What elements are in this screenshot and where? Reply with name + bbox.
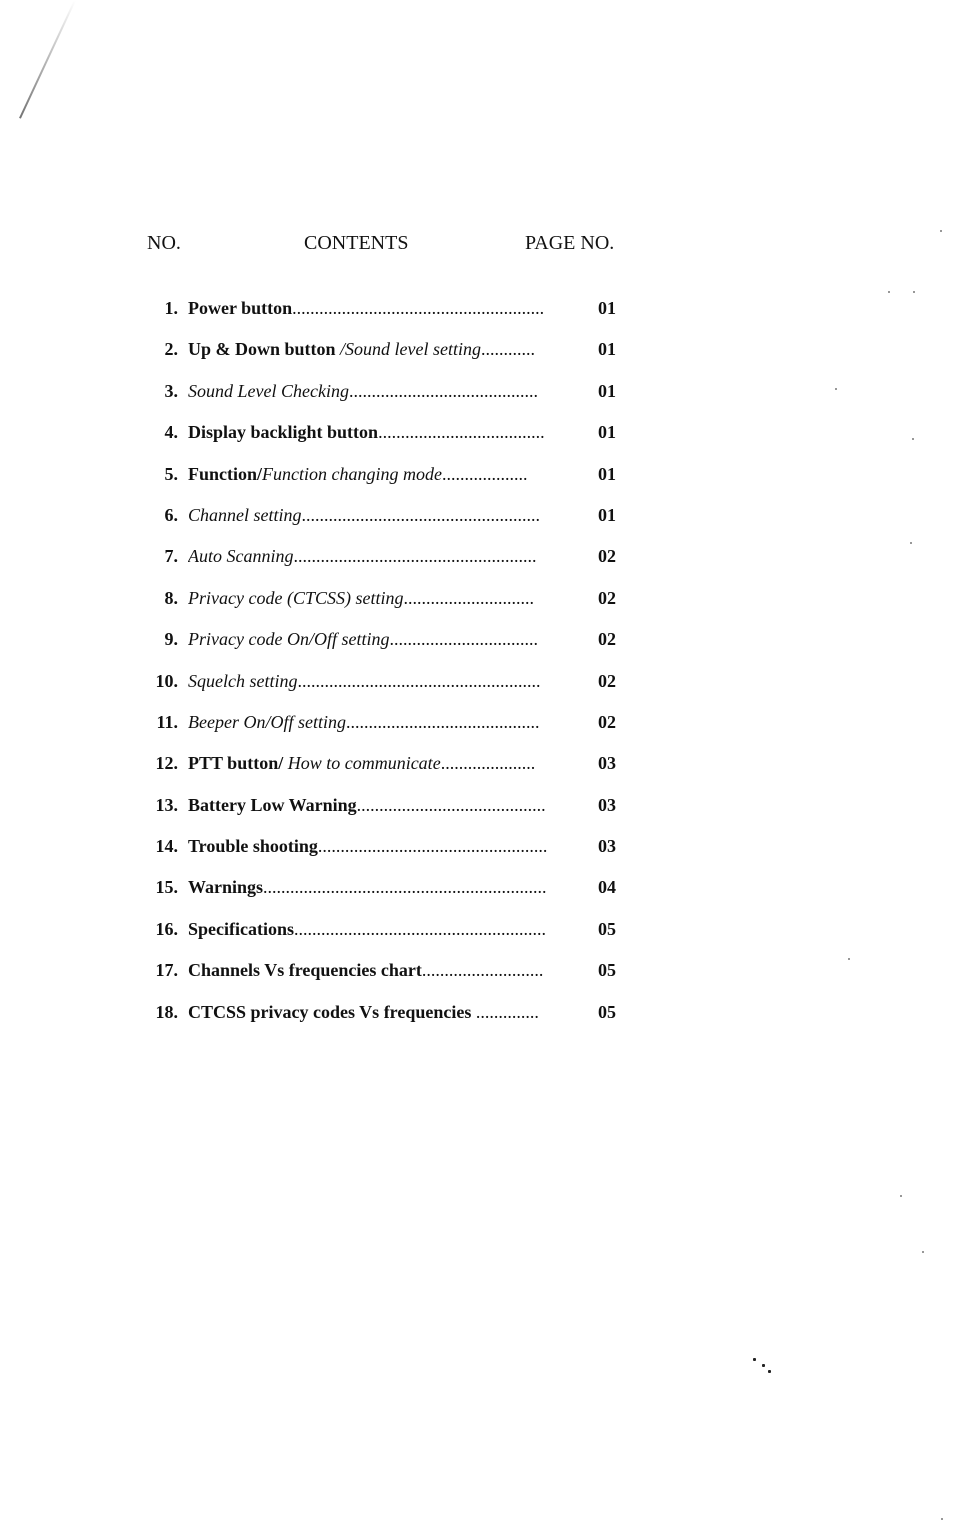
scan-speck (900, 1195, 902, 1197)
toc-title: CTCSS privacy codes Vs frequencies (188, 1001, 476, 1022)
toc-number: 8. (164, 587, 178, 608)
toc-number: 15. (155, 877, 178, 898)
toc-entry (188, 298, 588, 319)
toc-page: 02 (598, 629, 616, 650)
toc-entry (188, 629, 588, 650)
toc-page: 03 (598, 753, 616, 774)
toc-title-italic: How to communicate (287, 753, 441, 774)
toc-title: Battery Low Warning (188, 794, 357, 815)
toc-page: 01 (598, 504, 616, 525)
toc-number: 12. (155, 753, 178, 774)
toc-page: 02 (598, 711, 616, 732)
toc-number: 2. (164, 339, 178, 360)
toc-page: 01 (598, 339, 616, 360)
scan-artifact-line (19, 0, 76, 119)
toc-leader: ............ (481, 339, 536, 360)
toc-title-italic: Squelch setting (188, 670, 298, 691)
header-no: NO. (147, 232, 181, 254)
toc-leader: ................................................... (317, 836, 548, 857)
toc-page: 02 (598, 670, 616, 691)
toc-page: 01 (598, 380, 616, 401)
toc-leader: ........................................................ (294, 918, 546, 939)
toc-entry (188, 671, 588, 692)
toc-number: 10. (155, 670, 178, 691)
toc-row (140, 546, 630, 587)
toc-title: Channels Vs frequencies chart (188, 960, 422, 981)
toc-title-italic: Privacy code On/Off setting (188, 629, 390, 650)
toc-row (140, 629, 630, 670)
toc-page: 02 (598, 546, 616, 567)
toc-entry (188, 795, 588, 816)
toc-entry (188, 836, 588, 857)
toc-leader: ..................................................... (301, 504, 540, 525)
scan-speck (768, 1370, 771, 1373)
toc-entry (188, 1002, 588, 1023)
toc-page: 03 (598, 836, 616, 857)
toc-leader: ........................................................ (292, 298, 545, 318)
toc-leader: .............. (475, 1001, 539, 1022)
toc-title-italic: Sound Level Checking (188, 380, 349, 401)
toc-entry (188, 919, 588, 940)
toc-entry (188, 588, 588, 609)
scan-speck (913, 291, 915, 293)
toc-number: 13. (155, 794, 178, 815)
toc-leader: ..................... (440, 753, 536, 774)
toc-entry (188, 960, 588, 981)
toc-entry (188, 381, 588, 402)
toc-title: Power button (188, 298, 293, 318)
toc-title-italic: Privacy code (CTCSS) setting (188, 587, 404, 608)
toc-row (140, 795, 630, 836)
toc-title: PTT button/ (188, 753, 288, 774)
toc-row (140, 753, 630, 794)
scan-speck (762, 1364, 765, 1367)
toc-number: 3. (164, 380, 178, 401)
toc-leader: ...................................................... (293, 546, 537, 567)
toc-number: 9. (164, 629, 178, 650)
toc-page: 01 (598, 463, 616, 484)
toc-row (140, 671, 630, 712)
toc-leader: ...................................................... (297, 670, 541, 691)
toc-number: 14. (155, 836, 178, 857)
toc-number: 4. (164, 422, 178, 443)
toc-leader: ................... (441, 463, 528, 484)
toc-row (140, 464, 630, 505)
toc-row (140, 877, 630, 918)
toc-row (140, 960, 630, 1001)
toc-number: 18. (155, 1001, 178, 1022)
toc-page: 01 (598, 422, 616, 443)
toc-entry (188, 464, 588, 485)
scan-speck (912, 438, 914, 440)
toc-page: 04 (598, 877, 616, 898)
toc-row (140, 381, 630, 422)
toc-title: Specifications (188, 918, 294, 939)
toc-title-italic: Beeper On/Off setting (188, 711, 346, 732)
toc-leader: ................................. (389, 629, 538, 650)
toc-number: 16. (155, 918, 178, 939)
toc-row (140, 339, 630, 380)
toc-number: 7. (164, 546, 178, 567)
toc-leader: .......................................... (348, 380, 538, 401)
scan-speck (910, 542, 912, 544)
toc-title: Up & Down button (188, 339, 341, 360)
toc-title: Display backlight button (188, 422, 379, 443)
toc-row (140, 505, 630, 546)
toc-leader: ............................................................... (263, 877, 547, 898)
toc-row (140, 836, 630, 877)
toc-entry (188, 422, 588, 443)
toc-number: 17. (155, 960, 178, 981)
toc-number: 1. (164, 298, 178, 318)
header-page-no: PAGE NO. (525, 232, 615, 254)
toc-title-italic: Auto Scanning (188, 546, 294, 567)
scan-speck (940, 230, 942, 232)
scan-speck (848, 958, 850, 960)
toc-page: 05 (598, 1001, 616, 1022)
toc-entry (188, 877, 588, 898)
toc-entry (188, 339, 588, 360)
toc-number: 11. (156, 711, 178, 732)
toc-row (140, 1002, 630, 1043)
toc-row (140, 712, 630, 753)
toc-header (147, 232, 627, 262)
toc-row (140, 422, 630, 463)
toc-leader: ........................................... (345, 711, 540, 732)
toc-title-italic: Channel setting (188, 504, 302, 525)
toc-number: 5. (164, 463, 178, 484)
toc-row (140, 588, 630, 629)
table-of-contents (140, 298, 630, 1043)
toc-entry (188, 505, 588, 526)
scan-speck (922, 1251, 924, 1253)
header-contents: CONTENTS (304, 232, 409, 254)
toc-title: Warnings (188, 877, 264, 898)
toc-page: 05 (598, 960, 616, 981)
toc-entry (188, 712, 588, 733)
toc-number: 6. (164, 504, 178, 525)
scan-speck (888, 291, 890, 293)
scan-speck (753, 1358, 756, 1361)
toc-page: 02 (598, 587, 616, 608)
toc-row (140, 919, 630, 960)
scan-speck (835, 388, 837, 390)
scan-speck (941, 1518, 943, 1520)
toc-title: Function/ (188, 463, 263, 484)
toc-title-italic: /Sound level setting (340, 339, 482, 360)
toc-title: Trouble shooting (188, 836, 318, 857)
toc-row (140, 298, 630, 339)
toc-entry (188, 546, 588, 567)
toc-leader: .......................................... (356, 794, 546, 815)
toc-leader: ..................................... (378, 422, 545, 443)
toc-page: 01 (598, 298, 616, 318)
toc-title-italic: Function changing mode (262, 463, 442, 484)
toc-leader: ........................... (421, 960, 544, 981)
toc-leader: ............................. (403, 587, 534, 608)
toc-page: 05 (598, 918, 616, 939)
toc-page: 03 (598, 794, 616, 815)
toc-entry (188, 753, 588, 774)
